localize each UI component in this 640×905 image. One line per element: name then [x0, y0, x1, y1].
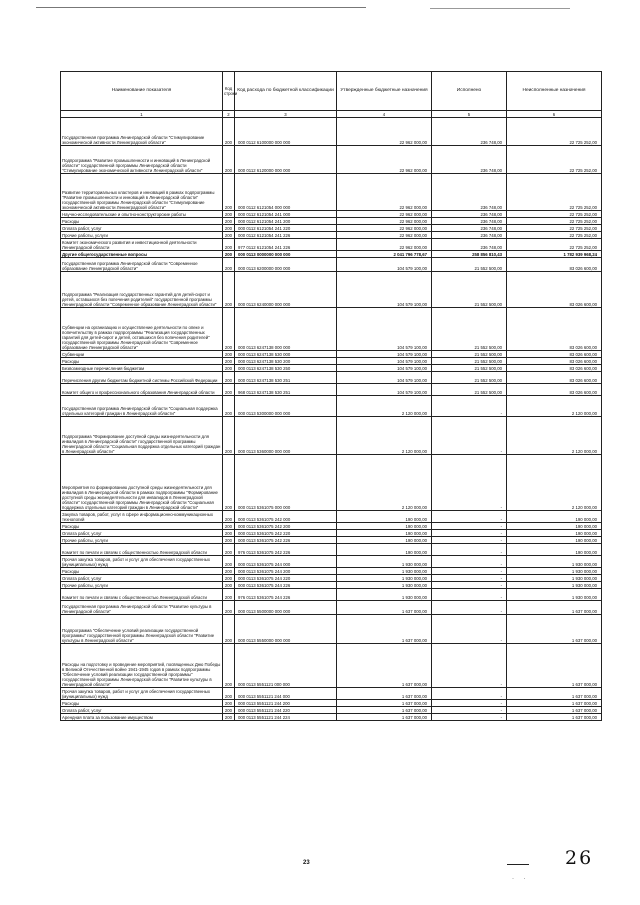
table-row: [61, 118, 602, 146]
cell-code: 200: [223, 582, 235, 589]
cell-remaining: 1 930 000,00: [507, 582, 602, 589]
cell-name: Субвенции на организацию и осуществление деятельности по опеке и попечительству в рамках подпрограммы "Реализация государственных гарантий для детей-сирот и детей, оставшихся без попечения родителей" государственной программы Ленинградской области "Современное образование Ленинградской области": [61, 308, 223, 351]
table-row: [61, 239, 602, 251]
cell-name: Подпрограмма "Формирование доступной среды жизнедеятельности для инвалидов в Ленинградской области" государственной программы Ленинградской области "Социальная поддержка отдельных категорий граждан в Ленинградской области": [61, 417, 223, 455]
budget-execution-table: [60, 71, 602, 721]
cell-code: 200: [223, 174, 235, 211]
cell-executed: -: [432, 644, 507, 688]
cell-executed: -: [432, 688, 507, 700]
cell-executed: 236 748,00: [432, 232, 507, 239]
cell-name: Научно-исследовательские и опытно-конструкторские работы: [61, 211, 223, 218]
cell-executed: 21 552 500,00: [432, 358, 507, 365]
cell-code: 200: [223, 146, 235, 174]
cell-remaining: 22 725 252,00: [507, 225, 602, 232]
cell-executed: 21 552 500,00: [432, 351, 507, 358]
cell-code: 200: [223, 272, 235, 308]
cell-code: 200: [223, 417, 235, 455]
cell-kbk: 976 0113 5361075 244 226: [235, 589, 337, 601]
table-row: [61, 589, 602, 601]
cell-remaining: 83 026 600,00: [507, 365, 602, 372]
cell-executed: 236 748,00: [432, 218, 507, 225]
col-number: 1: [61, 111, 223, 118]
cell-remaining: 2 120 000,00: [507, 455, 602, 511]
cell-kbk: 000 0113 5550000 000 000: [235, 615, 337, 644]
table-row: [61, 556, 602, 568]
cell-executed: -: [432, 568, 507, 575]
cell-kbk: 000 0113 5361075 244 200: [235, 568, 337, 575]
cell-remaining: 1 637 000,00: [507, 707, 602, 714]
cell-remaining: 190 000,00: [507, 523, 602, 530]
footer-dash: [507, 864, 529, 865]
cell-remaining: 83 026 600,00: [507, 308, 602, 351]
table-row: [61, 174, 602, 211]
table-row: [61, 232, 602, 239]
cell-kbk: 000 0113 0000000 000 000: [235, 251, 337, 258]
cell-code: 200: [223, 251, 235, 258]
cell-kbk: 000 0113 5551121 244 224: [235, 714, 337, 721]
cell-executed: -: [432, 530, 507, 537]
cell-code: 200: [223, 232, 235, 239]
cell-kbk: 000 0112 6121054 241 226: [235, 232, 337, 239]
cell-kbk: 000 0112 6121054 241 200: [235, 218, 337, 225]
cell-executed: 21 552 500,00: [432, 365, 507, 372]
cell-approved: 2 041 796 778,67: [337, 251, 432, 258]
cell-remaining: 22 725 252,00: [507, 218, 602, 225]
cell-code: 200: [223, 714, 235, 721]
cell-code: 200: [223, 568, 235, 575]
cell-kbk: 000 0113 5361075 242 226: [235, 537, 337, 544]
cell-approved: 104 579 100,00: [337, 308, 432, 351]
cell-approved: 104 579 100,00: [337, 258, 432, 272]
cell-code: 200: [223, 118, 235, 146]
cell-code: 200: [223, 511, 235, 523]
cell-code: 200: [223, 707, 235, 714]
cell-kbk: 000 0113 5360000 000 000: [235, 417, 337, 455]
cell-code: 200: [223, 644, 235, 688]
cell-kbk: 000 0112 6100000 000 000: [235, 118, 337, 146]
table-row: [61, 601, 602, 615]
cell-code: 200: [223, 615, 235, 644]
header-executed: Исполнено: [432, 72, 507, 111]
table-row: [61, 417, 602, 455]
cell-kbk: 976 0113 5361075 242 226: [235, 544, 337, 556]
cell-code: 200: [223, 396, 235, 417]
cell-approved: 1 637 000,00: [337, 688, 432, 700]
cell-code: 200: [223, 239, 235, 251]
cell-kbk: 000 0113 5361075 242 220: [235, 530, 337, 537]
cell-kbk: 000 0113 6200000 000 000: [235, 258, 337, 272]
cell-remaining: 190 000,00: [507, 511, 602, 523]
cell-executed: -: [432, 523, 507, 530]
cell-kbk: 000 0113 6240000 000 000: [235, 272, 337, 308]
table-row: [61, 582, 602, 589]
cell-kbk: 000 0113 6247138 530 250: [235, 365, 337, 372]
cell-executed: 21 552 500,00: [432, 308, 507, 351]
cell-code: 200: [223, 575, 235, 582]
cell-executed: -: [432, 575, 507, 582]
cell-kbk: 000 0113 5551121 000 000: [235, 644, 337, 688]
cell-executed: -: [432, 537, 507, 544]
cell-code: 200: [223, 308, 235, 351]
table-row: [61, 146, 602, 174]
cell-kbk: 000 0113 6247138 530 000: [235, 351, 337, 358]
cell-approved: 1 637 000,00: [337, 601, 432, 615]
cell-approved: 104 579 100,00: [337, 365, 432, 372]
cell-name: Перечисления другим бюджетам бюджетной системы Российской Федерации: [61, 372, 223, 384]
cell-name: Расходы: [61, 568, 223, 575]
cell-code: 200: [223, 225, 235, 232]
cell-executed: 21 552 500,00: [432, 384, 507, 396]
cell-code: 200: [223, 523, 235, 530]
cell-executed: 21 552 500,00: [432, 372, 507, 384]
cell-approved: 1 637 000,00: [337, 707, 432, 714]
cell-kbk: 000 0113 6247138 530 251: [235, 372, 337, 384]
table-row: [61, 396, 602, 417]
cell-remaining: 1 637 000,00: [507, 700, 602, 707]
cell-remaining: 22 725 252,00: [507, 146, 602, 174]
cell-remaining: 22 725 252,00: [507, 211, 602, 218]
header-remaining: Неисполненные назначения: [507, 72, 602, 111]
cell-kbk: 000 0112 6121054 241 220: [235, 225, 337, 232]
cell-name: Безвозмездные перечисления бюджетам: [61, 365, 223, 372]
cell-kbk: 000 0113 5551121 244 000: [235, 688, 337, 700]
cell-approved: 104 579 100,00: [337, 358, 432, 365]
cell-remaining: 1 637 000,00: [507, 714, 602, 721]
cell-executed: 236 748,00: [432, 211, 507, 218]
cell-remaining: 2 120 000,00: [507, 396, 602, 417]
cell-remaining: 83 026 600,00: [507, 272, 602, 308]
table-row: [61, 225, 602, 232]
cell-kbk: 000 0113 5361075 000 000: [235, 455, 337, 511]
cell-name: Комитет по печати и связям с общественностью Ленинградской области: [61, 589, 223, 601]
cell-executed: -: [432, 615, 507, 644]
table-row: [61, 258, 602, 272]
table-row: [61, 530, 602, 537]
cell-executed: -: [432, 707, 507, 714]
table-row: [61, 272, 602, 308]
cell-kbk: 977 0112 6121054 241 226: [235, 239, 337, 251]
cell-executed: -: [432, 601, 507, 615]
cell-approved: 190 000,00: [337, 530, 432, 537]
table-row: [61, 568, 602, 575]
cell-approved: 22 962 000,00: [337, 174, 432, 211]
cell-name: Оплата работ, услуг: [61, 530, 223, 537]
cell-approved: 1 930 000,00: [337, 568, 432, 575]
cell-name: Прочая закупка товаров, работ и услуг для обеспечения государственных (муниципальных) нужд: [61, 556, 223, 568]
cell-name: Подпрограмма "Развитие промышленности и инноваций в Ленинградской области" государственной программы Ленинградской области "Стимулирование экономической активности Ленинградской области": [61, 146, 223, 174]
cell-name: Оплата работ, услуг: [61, 707, 223, 714]
cell-remaining: 190 000,00: [507, 530, 602, 537]
cell-name: Закупка товаров, работ, услуг в сфере информационно-коммуникационных технологий: [61, 511, 223, 523]
cell-code: 200: [223, 358, 235, 365]
cell-name: Другие общегосударственные вопросы: [61, 251, 223, 258]
cell-name: Государственная программа Ленинградской области "Развитие культуры в Ленинградской области": [61, 601, 223, 615]
cell-kbk: 000 0113 6247138 000 000: [235, 308, 337, 351]
table-row: [61, 384, 602, 396]
cell-approved: 1 637 000,00: [337, 700, 432, 707]
col-number: 3: [235, 111, 337, 118]
cell-remaining: 1 637 000,00: [507, 688, 602, 700]
handwritten-page-number: 26: [565, 847, 594, 869]
cell-code: 200: [223, 218, 235, 225]
cell-executed: -: [432, 582, 507, 589]
page-number: 23: [303, 860, 310, 866]
col-number: 6: [507, 111, 602, 118]
cell-approved: 1 930 000,00: [337, 556, 432, 568]
table-row: [61, 575, 602, 582]
cell-name: Комитет экономического развития и инвестиционной деятельности Ленинградской области: [61, 239, 223, 251]
cell-code: 200: [223, 544, 235, 556]
cell-code: 200: [223, 258, 235, 272]
cell-kbk: 000 0113 5361075 244 220: [235, 575, 337, 582]
table-row: [61, 688, 602, 700]
cell-approved: 190 000,00: [337, 544, 432, 556]
cell-executed: 236 748,00: [432, 239, 507, 251]
cell-code: 200: [223, 351, 235, 358]
cell-name: Расходы: [61, 358, 223, 365]
cell-executed: -: [432, 396, 507, 417]
cell-approved: 22 962 000,00: [337, 218, 432, 225]
cell-remaining: 1 930 000,00: [507, 568, 602, 575]
cell-approved: 104 579 100,00: [337, 351, 432, 358]
cell-remaining: 22 725 252,00: [507, 174, 602, 211]
cell-remaining: 1 930 000,00: [507, 575, 602, 582]
cell-approved: 1 637 000,00: [337, 615, 432, 644]
table-row: [61, 351, 602, 358]
cell-code: 200: [223, 700, 235, 707]
cell-kbk: 000 0113 5500000 000 000: [235, 601, 337, 615]
cell-code: 200: [223, 601, 235, 615]
table-row: [61, 365, 602, 372]
footer-marks: · ·: [512, 876, 530, 882]
top-rule-right: [430, 8, 570, 9]
table-row: [61, 523, 602, 530]
cell-approved: 104 579 100,00: [337, 372, 432, 384]
cell-executed: 236 748,00: [432, 146, 507, 174]
cell-name: Подпрограмма "Реализация государственных гарантий для детей-сирот и детей, оставшихся без попечения родителей" государственной программы Ленинградской области "Современное образование Ленинградской области": [61, 272, 223, 308]
table-row: [61, 511, 602, 523]
cell-approved: 1 930 000,00: [337, 589, 432, 601]
cell-approved: 22 962 000,00: [337, 232, 432, 239]
cell-remaining: 83 026 600,00: [507, 372, 602, 384]
cell-executed: 236 748,00: [432, 174, 507, 211]
cell-code: 200: [223, 384, 235, 396]
top-rule: [36, 7, 366, 8]
cell-approved: 104 579 100,00: [337, 272, 432, 308]
cell-executed: -: [432, 511, 507, 523]
table-header-row: [61, 72, 602, 111]
cell-approved: 22 962 000,00: [337, 146, 432, 174]
cell-kbk: 000 0113 5551121 244 220: [235, 707, 337, 714]
table-row: [61, 358, 602, 365]
cell-approved: 2 120 000,00: [337, 455, 432, 511]
cell-approved: 22 962 000,00: [337, 118, 432, 146]
cell-kbk: 000 0112 6120000 000 000: [235, 146, 337, 174]
cell-remaining: 83 026 600,00: [507, 384, 602, 396]
col-number: 5: [432, 111, 507, 118]
cell-kbk: 000 0113 5361075 244 000: [235, 556, 337, 568]
cell-code: 200: [223, 455, 235, 511]
header-name: Наименование показателя: [61, 72, 223, 111]
cell-remaining: 83 026 600,00: [507, 351, 602, 358]
cell-code: 200: [223, 372, 235, 384]
cell-approved: 190 000,00: [337, 523, 432, 530]
cell-executed: -: [432, 417, 507, 455]
cell-approved: 104 579 100,00: [337, 384, 432, 396]
cell-name: Субвенции: [61, 351, 223, 358]
cell-kbk: 000 0113 5361075 242 200: [235, 523, 337, 530]
cell-approved: 22 962 000,00: [337, 211, 432, 218]
cell-name: Расходы на подготовку и проведение мероприятий, посвященных Дню Победы в Великой Отечественной войне 1941-1945 годов в рамках подпрограммы "Обеспечение условий реализации государственной программы" государственной программы Ленинградской области "Развитие культуры в Ленинградской области": [61, 644, 223, 688]
table-row: [61, 707, 602, 714]
cell-remaining: 22 725 252,00: [507, 232, 602, 239]
table-row: [61, 308, 602, 351]
cell-executed: -: [432, 556, 507, 568]
col-number: 4: [337, 111, 432, 118]
cell-name: Расходы: [61, 700, 223, 707]
cell-name: Прочие работы, услуги: [61, 537, 223, 544]
cell-remaining: 190 000,00: [507, 544, 602, 556]
cell-kbk: 000 0113 5551121 244 200: [235, 700, 337, 707]
cell-kbk: 000 0113 5361075 244 226: [235, 582, 337, 589]
cell-executed: 21 552 500,00: [432, 272, 507, 308]
cell-executed: 258 856 810,43: [432, 251, 507, 258]
cell-kbk: 000 0113 6247138 530 200: [235, 358, 337, 365]
cell-code: 200: [223, 688, 235, 700]
cell-approved: 1 637 000,00: [337, 714, 432, 721]
header-code: Код строки: [223, 72, 235, 111]
header-approved: Утвержденные бюджетные назначения: [337, 72, 432, 111]
cell-remaining: 83 026 600,00: [507, 358, 602, 365]
cell-executed: -: [432, 589, 507, 601]
cell-remaining: 2 120 000,00: [507, 417, 602, 455]
cell-name: Прочая закупка товаров, работ и услуг для обеспечения государственных (муниципальных) нужд: [61, 688, 223, 700]
column-number-row: [61, 111, 602, 118]
table-row: [61, 218, 602, 225]
cell-executed: -: [432, 714, 507, 721]
table-row: [61, 537, 602, 544]
cell-remaining: 1 782 939 968,24: [507, 251, 602, 258]
cell-code: 200: [223, 537, 235, 544]
table-row: [61, 544, 602, 556]
cell-name: Арендная плата за пользование имуществом: [61, 714, 223, 721]
cell-approved: 2 120 000,00: [337, 396, 432, 417]
cell-approved: 22 962 000,00: [337, 225, 432, 232]
cell-name: Оплата работ, услуг: [61, 225, 223, 232]
cell-name: Подпрограмма "Обеспечение условий реализации государственной программы" государственной программы Ленинградской области "Развитие культуры в Ленинградской области": [61, 615, 223, 644]
table-row: [61, 372, 602, 384]
cell-approved: 1 930 000,00: [337, 575, 432, 582]
cell-name: Прочие работы, услуги: [61, 582, 223, 589]
cell-remaining: 83 026 600,00: [507, 258, 602, 272]
cell-name: Оплата работ, услуг: [61, 575, 223, 582]
table-body: [61, 118, 602, 721]
cell-name: Прочие работы, услуги: [61, 232, 223, 239]
table-row: [61, 700, 602, 707]
cell-remaining: 1 930 000,00: [507, 589, 602, 601]
cell-executed: -: [432, 700, 507, 707]
cell-remaining: 22 725 252,00: [507, 118, 602, 146]
cell-name: Государственная программа Ленинградской области "Социальная поддержка отдельных категорий граждан в Ленинградской области": [61, 396, 223, 417]
cell-code: 200: [223, 589, 235, 601]
cell-remaining: 1 930 000,00: [507, 556, 602, 568]
cell-code: 200: [223, 556, 235, 568]
table-row: [61, 251, 602, 258]
table-row: [61, 714, 602, 721]
cell-name: Мероприятия по формированию доступной среды жизнедеятельности для инвалидов в Ленинградской области в рамках подпрограммы "Формирование доступной среды жизнедеятельности для инвалидов в Ленинградской области" государственной программы Ленинградской области "Социальная поддержка отдельных категорий граждан в Ленинградской области": [61, 455, 223, 511]
cell-approved: 190 000,00: [337, 537, 432, 544]
cell-approved: 2 120 000,00: [337, 417, 432, 455]
cell-code: 200: [223, 530, 235, 537]
cell-executed: 236 748,00: [432, 118, 507, 146]
cell-name: Комитет по печати и связям с общественностью Ленинградской области: [61, 544, 223, 556]
cell-approved: 190 000,00: [337, 511, 432, 523]
cell-kbk: 000 0112 6121054 241 000: [235, 211, 337, 218]
table-row: [61, 644, 602, 688]
cell-remaining: 1 637 000,00: [507, 601, 602, 615]
cell-remaining: 22 725 252,00: [507, 239, 602, 251]
cell-name: Государственная программа Ленинградской области "Стимулирование экономической активности Ленинградской области": [61, 118, 223, 146]
cell-approved: 22 962 000,00: [337, 239, 432, 251]
cell-executed: -: [432, 544, 507, 556]
cell-code: 200: [223, 211, 235, 218]
cell-approved: 1 930 000,00: [337, 582, 432, 589]
cell-code: 200: [223, 365, 235, 372]
cell-remaining: 1 637 000,00: [507, 644, 602, 688]
cell-name: Развитие территориальных кластеров и инноваций в рамках подпрограммы "Развитие промышленности и инноваций в Ленинградской области" государственной программы Ленинградской области "Стимулирование экономической активности Ленинградской области": [61, 174, 223, 211]
cell-remaining: 1 637 000,00: [507, 615, 602, 644]
header-kbk: Код расхода по бюджетной классификации: [235, 72, 337, 111]
cell-remaining: 190 000,00: [507, 537, 602, 544]
cell-approved: 1 637 000,00: [337, 644, 432, 688]
cell-name: Расходы: [61, 523, 223, 530]
cell-name: Комитет общего и профессионального образования Ленинградской области: [61, 384, 223, 396]
table-row: [61, 455, 602, 511]
cell-executed: 21 552 500,00: [432, 258, 507, 272]
table-row: [61, 615, 602, 644]
cell-kbk: 000 0113 5300000 000 000: [235, 396, 337, 417]
col-number: 2: [223, 111, 235, 118]
cell-executed: 236 748,00: [432, 225, 507, 232]
cell-kbk: 000 0112 6121054 000 000: [235, 174, 337, 211]
cell-name: Расходы: [61, 218, 223, 225]
budget-report-sheet: [60, 71, 601, 721]
cell-kbk: 968 0113 6247138 530 251: [235, 384, 337, 396]
cell-name: Государственная программа Ленинградской области "Современное образование Ленинградской области": [61, 258, 223, 272]
cell-executed: -: [432, 455, 507, 511]
table-row: [61, 211, 602, 218]
cell-kbk: 000 0113 5361075 242 000: [235, 511, 337, 523]
